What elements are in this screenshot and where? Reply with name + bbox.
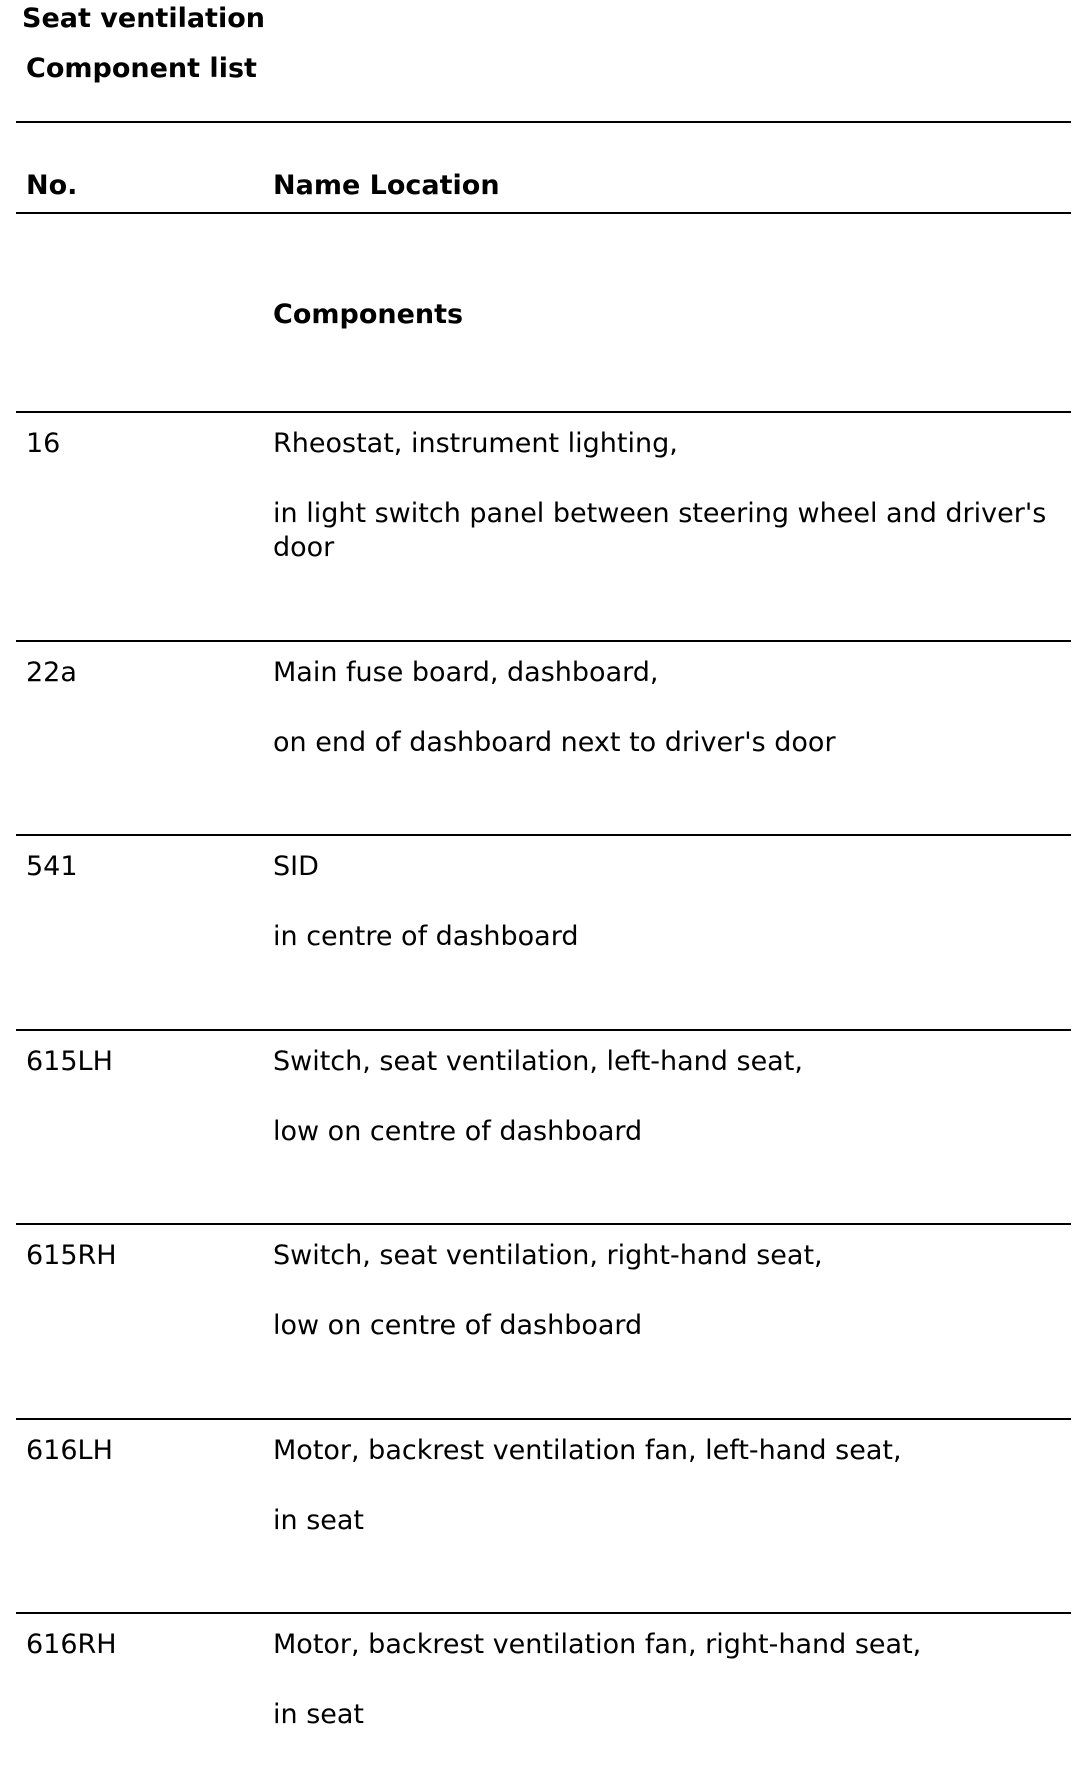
component-cell — [273, 1628, 1063, 1732]
component-name: Motor, backrest ventilation fan, right-hand seat, — [273, 1629, 922, 1660]
component-number: 616RH — [26, 1629, 117, 1660]
component-location: in seat — [273, 1505, 365, 1536]
header-name-location: Name Location — [273, 170, 500, 201]
row-divider — [16, 1029, 1071, 1031]
document-title: Seat ventilation — [22, 3, 265, 34]
top-divider — [16, 121, 1071, 123]
table-header-row — [0, 170, 1088, 206]
header-divider — [16, 212, 1071, 214]
component-number: 541 — [26, 851, 78, 882]
section-heading: Components — [273, 299, 464, 330]
component-name: Rheostat, instrument lighting, — [273, 428, 678, 459]
component-location: in light switch panel between steering wheel and driver's door — [273, 498, 1047, 563]
component-location: on end of dashboard next to driver's door — [273, 727, 836, 758]
component-name: Switch, seat ventilation, left-hand seat, — [273, 1046, 803, 1077]
component-name: Main fuse board, dashboard, — [273, 657, 659, 688]
component-cell — [273, 656, 1063, 760]
component-location: in centre of dashboard — [273, 921, 579, 952]
component-number: 615RH — [26, 1240, 117, 1271]
component-name: SID — [273, 851, 319, 882]
component-cell — [273, 850, 1063, 954]
component-number: 22a — [26, 657, 77, 688]
document-subtitle: Component list — [26, 53, 257, 84]
header-no: No. — [26, 170, 78, 201]
component-number: 616LH — [26, 1435, 113, 1466]
component-number: 615LH — [26, 1046, 113, 1077]
component-location: low on centre of dashboard — [273, 1310, 643, 1341]
row-divider — [16, 834, 1071, 836]
row-divider — [16, 1612, 1071, 1614]
component-name: Motor, backrest ventilation fan, left-hand seat, — [273, 1435, 902, 1466]
row-divider — [16, 411, 1071, 413]
component-number: 16 — [26, 428, 61, 459]
component-location: low on centre of dashboard — [273, 1116, 643, 1147]
component-cell — [273, 1434, 1063, 1538]
row-divider — [16, 1418, 1071, 1420]
row-divider — [16, 1223, 1071, 1225]
component-cell — [273, 1045, 1063, 1149]
component-cell — [273, 427, 1063, 565]
component-location: in seat — [273, 1699, 365, 1730]
component-name: Switch, seat ventilation, right-hand seat, — [273, 1240, 823, 1271]
row-divider — [16, 640, 1071, 642]
component-cell — [273, 1239, 1063, 1343]
